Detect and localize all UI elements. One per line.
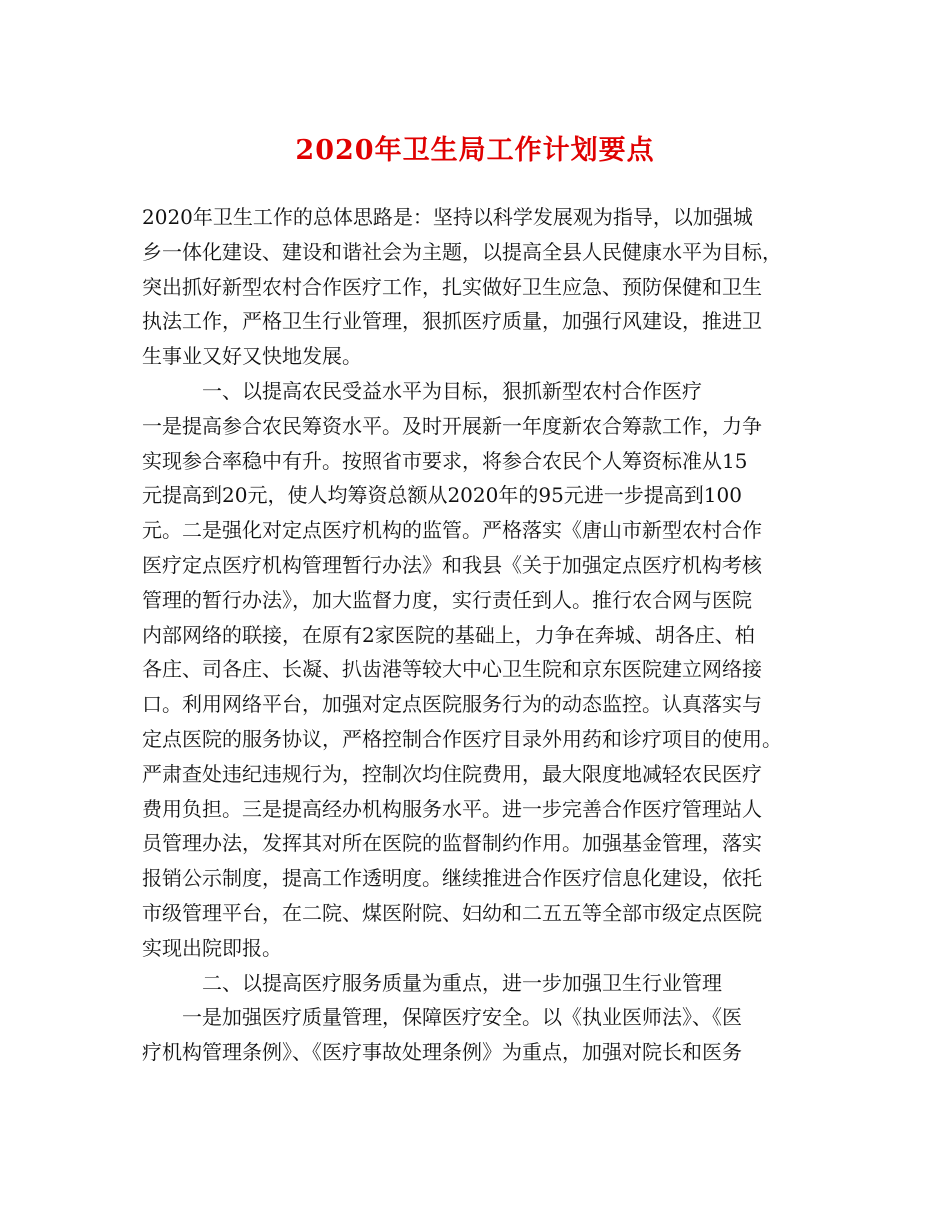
body-line: 口。利用网络平台，加强对定点医院服务行为的动态监控。认真落实与 bbox=[142, 692, 762, 717]
body-line: 元。二是强化对定点医疗机构的监管。严格落实《唐山市新型农村合作 bbox=[142, 518, 762, 543]
body-line: 费用负担。三是提高经办机构服务水平。进一步完善合作医疗管理站人 bbox=[142, 796, 762, 821]
section-heading-1: 一、以提高农民受益水平为目标，狠抓新型农村合作医疗 bbox=[142, 378, 702, 403]
section-heading-2: 二、以提高医疗服务质量为重点，进一步加强卫生行业管理 bbox=[142, 970, 722, 995]
body-line: 实现参合率稳中有升。按照省市要求，将参合农民个人筹资标准从15 bbox=[142, 448, 748, 473]
body-line: 元提高到20元，使人均筹资总额从2020年的95元进一步提高到100 bbox=[142, 483, 742, 508]
body-line: 内部网络的联接，在原有2家医院的基础上，力争在奔城、胡各庄、柏 bbox=[142, 622, 755, 647]
body-line: 突出抓好新型农村合作医疗工作，扎实做好卫生应急、预防保健和卫生 bbox=[142, 274, 762, 299]
body-line: 医疗定点医疗机构管理暂行办法》和我县《关于加强定点医疗机构考核 bbox=[142, 552, 762, 577]
body-line: 严肃查处违纪违规行为，控制次均住院费用，最大限度地减轻农民医疗 bbox=[142, 761, 762, 786]
body-line: 生事业又好又快地发展。 bbox=[142, 344, 362, 369]
document-title: 2020年卫生局工作计划要点 bbox=[295, 135, 655, 166]
body-line: 报销公示制度，提高工作透明度。继续推进合作医疗信息化建设，依托 bbox=[142, 866, 762, 891]
body-line: 市级管理平台，在二院、煤医附院、妇幼和二五五等全部市级定点医院 bbox=[142, 900, 762, 925]
body-line: 各庄、司各庄、长凝、扒齿港等较大中心卫生院和京东医院建立网络接 bbox=[142, 657, 762, 682]
body-line: 执法工作，严格卫生行业管理，狠抓医疗质量，加强行风建设，推进卫 bbox=[142, 309, 762, 334]
body-line: 员管理办法，发挥其对所在医院的监督制约作用。加强基金管理，落实 bbox=[142, 831, 762, 856]
body-line: 实现出院即报。 bbox=[142, 935, 282, 960]
body-line: 一是提高参合农民筹资水平。及时开展新一年度新农合筹款工作，力争 bbox=[142, 413, 762, 438]
body-line: 疗机构管理条例》、《医疗事故处理条例》为重点，加强对院长和医务 bbox=[142, 1040, 742, 1065]
body-line: 管理的暂行办法》，加大监督力度，实行责任到人。推行农合网与医院 bbox=[142, 587, 752, 612]
body-line: 定点医院的服务协议，严格控制合作医疗目录外用药和诊疗项目的使用。 bbox=[142, 726, 782, 751]
body-line: 一是加强医疗质量管理，保障医疗安全。以《执业医师法》、《医 bbox=[142, 1005, 742, 1030]
body-line: 2020年卫生工作的总体思路是：坚持以科学发展观为指导，以加强城 bbox=[142, 205, 753, 229]
document-body bbox=[142, 200, 832, 1070]
body-line: 乡一体化建设、建设和谐社会为主题，以提高全县人民健康水平为目标， bbox=[142, 239, 782, 264]
